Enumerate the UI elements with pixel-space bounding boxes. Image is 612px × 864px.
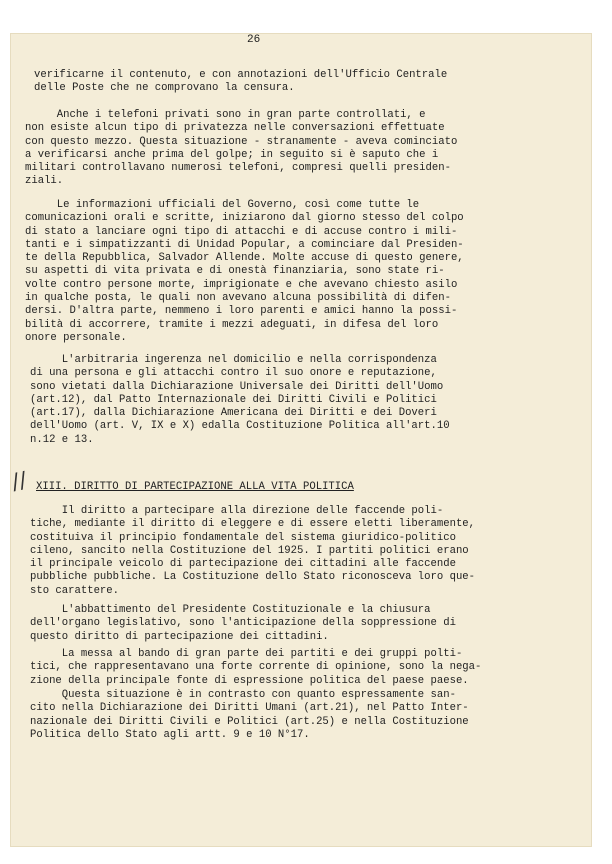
paragraph-4: L'arbitraria ingerenza nel domicilio e nella corrispondenza di una persona e gli attacchi contro il suo onore e reputazione, sono vietati dalla Dichiarazione Universale dei Diritti dell'Uomo (art.12), dal Patto Internazionale dei Diritti Civili e Politici (art.17), dalla Dichiarazione Americana dei Diritti e dei Doveri dell'Uomo (art. V, IX e X) edalla Costituzione Politica all'art.10 n.12 e 13.	[30, 354, 450, 446]
page-number: 26	[247, 34, 261, 46]
paragraph-7: La messa al bando di gran parte dei partiti e dei gruppi polti- tici, che rappresentavano una forte corrente di opinione, sono la nega- zione della principale fonte di espressione politica del paese paese.	[30, 648, 482, 687]
paragraph-3: Le informazioni ufficiali del Governo, così come tutte le comunicazioni orali e scritte, iniziarono dal giorno stesso del colpo di stato a lanciare ogni tipo di attacchi e di accuse contro i mili- tanti e i simpatizzanti di Unidad Popular, a cominciare dal Presiden- te della Repubblica, Salvador Allende. Molte accuse di questo genere, su aspetti di vita privata e di onestà finanziaria, sono state ri- volte contro persone morte, imprigionate e che avevano chiesto asilo in qualche posta, le quali non avevano alcuna possibilità di difen- dersi. D'altra parte, nemmeno i loro parenti e amici hanno la possi- bilità di accorrere, tramite i mezzi adeguati, in difesa del loro onore personale.	[25, 199, 464, 344]
paragraph-2: Anche i telefoni privati sono in gran parte controllati, e non esiste alcun tipo di privatezza nelle conversazioni effettuate con questo mezzo. Questa situazione - stranamente - aveva cominciato a verificarsi anche prima del golpe; in seguito si è saputo che i militari controllavano numerosi telefoni, compresi quelli presiden- ziali.	[25, 109, 458, 188]
paragraph-6: L'abbattimento del Presidente Costituzionale e la chiusura dell'organo legislativo, sono l'anticipazione della soppressione di questo diritto di partecipazione dei cittadini.	[30, 604, 456, 643]
paragraph-8: Questa situazione è in contrasto con quanto espressamente san- cito nella Dichiarazione dei Diritti Umani (art.21), nel Patto Inter- nazionale dei Diritti Civili e Politici (art.25) e nella Costituzione Politica dello Stato agli artt. 9 e 10 N°17.	[30, 689, 469, 741]
section-heading: XIII. DIRITTO DI PARTECIPAZIONE ALLA VITA POLITICA	[36, 481, 354, 493]
handwritten-margin-mark: //	[9, 467, 30, 496]
paragraph-5: Il diritto a partecipare alla direzione delle faccende poli- tiche, mediante il diritto di eleggere e di essere eletti liberamente, costituiva il principio fondamentale del sistema giuridico-politico cileno, sancito nella Costituzione del 1925. I partiti politici erano il principale veicolo di partecipazione dei cittadini alle faccende pubbliche pubbliche. La Costituzione dello Stato riconosceva loro que- sto carattere.	[30, 505, 476, 597]
paragraph-1: verificarne il contenuto, e con annotazioni dell'Ufficio Centrale delle Poste che ne comprovano la censura.	[34, 69, 448, 95]
